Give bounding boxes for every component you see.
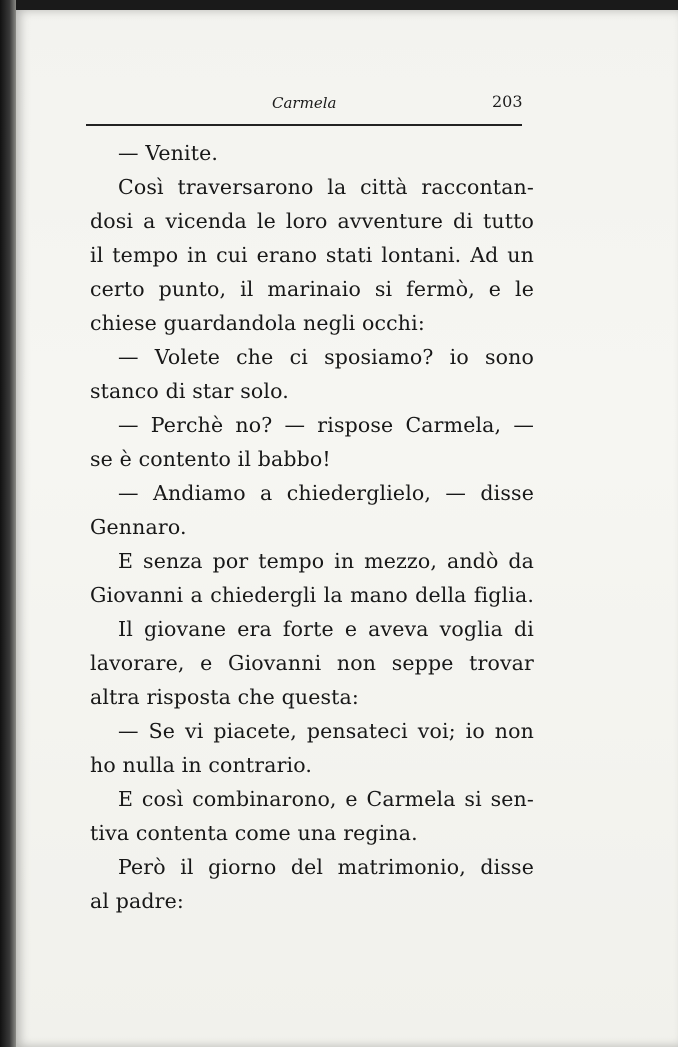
book-gutter (0, 0, 16, 1047)
text-line: certo punto, il marinaio si fermò, e le (90, 277, 534, 301)
text-line: — Venite. (118, 141, 219, 165)
text-line: dosi a vicenda le loro avventure di tutto (90, 209, 534, 233)
text-line: E senza por tempo in mezzo, andò da (118, 549, 534, 573)
text-line: Giovanni a chiedergli la mano della figlia. (90, 583, 534, 607)
text-line: Il giovane era forte e aveva voglia di (118, 617, 534, 641)
text-line: — Volete che ci sposiamo? io sono (118, 345, 534, 369)
text-line: Però il giorno del matrimonio, disse (118, 855, 534, 879)
text-line: chiese guardandola negli occhi: (90, 311, 425, 335)
header-rule (86, 124, 522, 126)
text-line: Gennaro. (90, 515, 187, 539)
text-line: — Se vi piacete, pensateci voi; io non (118, 719, 534, 743)
text-line: lavorare, e Giovanni non seppe trovar (90, 651, 534, 675)
text-line: Così traversarono la città raccontan- (118, 175, 534, 199)
page-number: 203 (492, 92, 523, 111)
text-line: tiva contenta come una regina. (90, 821, 418, 845)
text-line: — Andiamo a chiederglielo, — disse (118, 481, 534, 505)
text-line: altra risposta che questa: (90, 685, 359, 709)
running-title: Carmela (272, 94, 337, 112)
text-line: stanco di star solo. (90, 379, 289, 403)
text-line: al padre: (90, 889, 184, 913)
text-line: E così combinarono, e Carmela si sen- (118, 787, 534, 811)
text-line: — Perchè no? — rispose Carmela, — (118, 413, 534, 437)
running-header (0, 88, 678, 118)
text-line: il tempo in cui erano stati lontani. Ad un (90, 243, 534, 267)
text-line: ho nulla in contrario. (90, 753, 313, 777)
text-line: se è contento il babbo! (90, 447, 331, 471)
